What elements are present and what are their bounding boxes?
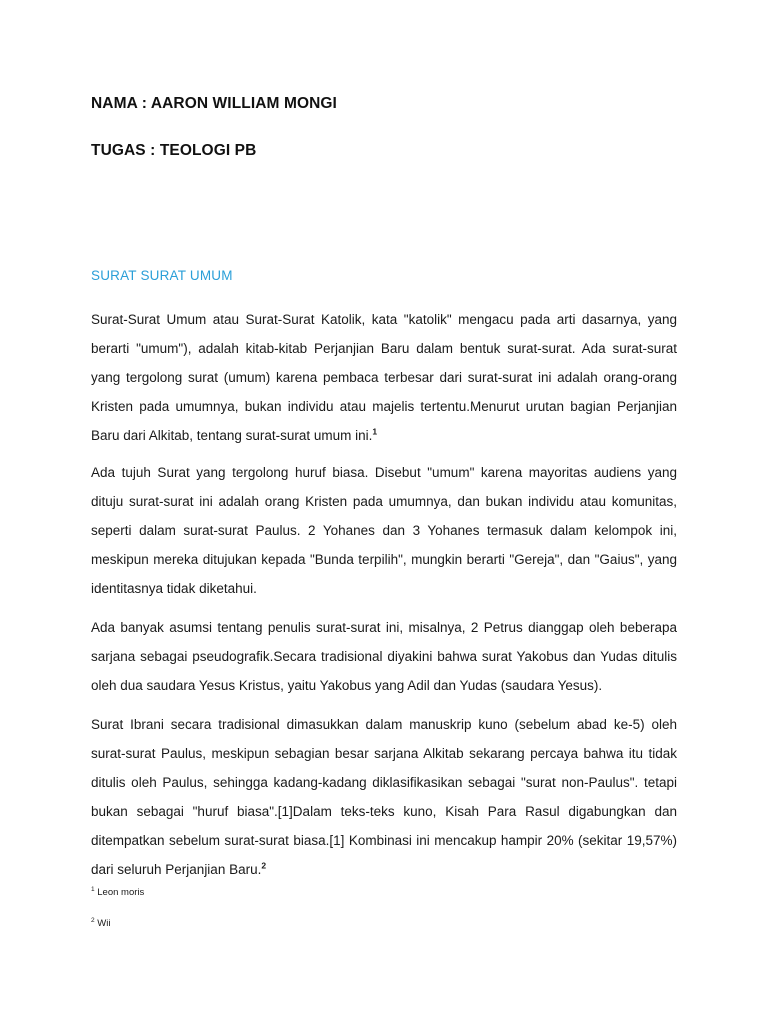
section-heading: SURAT SURAT UMUM bbox=[91, 268, 233, 283]
paragraph-1-text: Surat-Surat Umum atau Surat-Surat Katolik, kata "katolik" mengacu pada arti dasarnya, yang berarti "umum"), adalah kitab-kitab Perjanjian Baru dalam bentuk surat-surat. Ada surat-surat yang tergolong surat (umum) karena pembaca terbesar dari surat-surat ini adalah orang-orang Kristen pada umumnya, bukan individu atau majelis tertentu.Menurut urutan bagian Perjanjian Baru dari Alkitab, tentang surat-surat umum ini. bbox=[91, 312, 677, 443]
assignment-title: TUGAS : TEOLOGI PB bbox=[91, 142, 257, 159]
paragraph-4 bbox=[91, 710, 677, 884]
footnote-2-number: 2 bbox=[91, 916, 95, 924]
paragraph-4-text: Surat Ibrani secara tradisional dimasukkan dalam manuskrip kuno (sebelum abad ke-5) oleh surat-surat Paulus, meskipun sebagian besar sarjana Alkitab sekarang percaya bahwa itu tidak ditulis oleh Paulus, sehingga kadang-kadang diklasifikasikan sebagai "surat non-Paulus". tetapi bukan sebagai "huruf biasa".[1]Dalam teks-teks kuno, Kisah Para Rasul digabungkan dan ditempatkan sebelum surat-surat biasa.[1] Kombinasi ini mencakup hampir 20% (sekitar 19,57%) dari seluruh Perjanjian Baru. bbox=[91, 717, 677, 877]
paragraph-3: Ada banyak asumsi tentang penulis surat-surat ini, misalnya, 2 Petrus dianggap oleh beberapa sarjana sebagai pseudografik.Secara tradisional diyakini bahwa surat Yakobus dan Yudas ditulis oleh dua saudara Yesus Kristus, yaitu Yakobus yang Adil dan Yudas (saudara Yesus). bbox=[91, 620, 677, 693]
footnote-2 bbox=[91, 918, 110, 929]
paragraph-1 bbox=[91, 305, 677, 450]
footnote-1-text: Leon moris bbox=[97, 887, 145, 898]
paragraph-2: Ada tujuh Surat yang tergolong huruf biasa. Disebut "umum" karena mayoritas audiens yang dituju surat-surat ini adalah orang Kristen pada umumnya, dan bukan individu atau komunitas, seperti dalam surat-surat Paulus. 2 Yohanes dan 3 Yohanes termasuk dalam kelompok ini, meskipun mereka ditujukan kepada "Bunda terpilih", mungkin berarti "Gereja", dan "Gaius", yang identitasnya tidak diketahui. bbox=[91, 465, 677, 596]
footnote-2-text: Wii bbox=[97, 918, 111, 929]
footnote-1 bbox=[91, 887, 144, 898]
student-name: NAMA : AARON WILLIAM MONGI bbox=[91, 95, 337, 112]
footnote-ref-1: 1 bbox=[372, 426, 378, 437]
footnote-ref-2: 2 bbox=[261, 860, 267, 871]
footnote-1-number: 1 bbox=[91, 885, 95, 893]
